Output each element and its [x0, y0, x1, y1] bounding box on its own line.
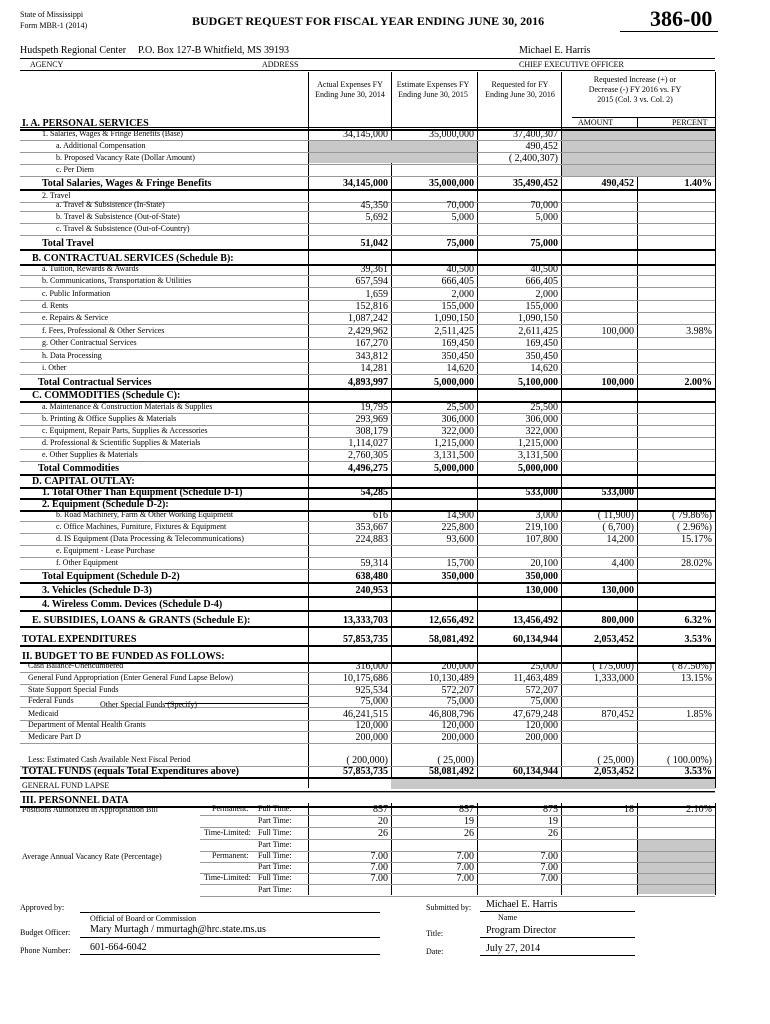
- cell-e: 75,000: [446, 696, 474, 707]
- row-label: GENERAL FUND LAPSE: [22, 781, 110, 790]
- budget-officer-label: Budget Officer:: [20, 928, 71, 937]
- cell-r: 25,000: [530, 661, 558, 672]
- cell-e: 169,450: [441, 338, 474, 349]
- cell-r: 5,000,000: [518, 463, 558, 474]
- row-label: i. Other: [42, 363, 67, 372]
- cell-r: 490,452: [525, 141, 558, 152]
- col-percent-header: PERCENT: [672, 118, 708, 127]
- cell-amt: ( 11,900): [597, 510, 634, 521]
- shaded-area: [638, 840, 715, 894]
- cell-amt: 100,000: [601, 326, 634, 337]
- cell-e: 2,000: [451, 289, 474, 300]
- cell-r: 130,000: [525, 585, 558, 596]
- cell-r: ( 2,400,307): [508, 153, 558, 164]
- official-label: Official of Board or Commission: [90, 914, 197, 923]
- row-divider: [20, 645, 715, 647]
- cell-r: 107,800: [525, 534, 558, 545]
- ceo-name: Michael E. Harris: [519, 45, 591, 56]
- cell-r: 75,000: [530, 696, 558, 707]
- cell-e: 2,511,425: [434, 326, 474, 337]
- agency-label: AGENCY: [30, 60, 64, 69]
- row-label: 4. Wireless Comm. Devices (Schedule D-4): [42, 599, 223, 610]
- personnel-cell-r: 875: [543, 804, 558, 815]
- personnel-type-label: Permanent:: [212, 851, 249, 860]
- ceo-label: CHIEF EXECUTIVE OFFICER: [519, 60, 624, 69]
- row-divider: [20, 189, 715, 191]
- cell-a: 57,853,735: [343, 766, 388, 777]
- personnel-time-label: Part Time:: [258, 862, 292, 871]
- row-label: E. SUBSIDIES, LOANS & GRANTS (Schedule E):: [32, 615, 251, 626]
- cell-amt: ( 25,000): [597, 755, 634, 766]
- row-label: State Support Special Funds: [28, 685, 119, 694]
- row-label: 2. Equipment (Schedule D-2):: [42, 499, 169, 510]
- cell-a: 39,361: [360, 264, 388, 275]
- cell-e: 35,000,000: [429, 178, 474, 189]
- row-label: c. Public Information: [42, 289, 111, 298]
- row-label: General Fund Appropriation (Enter General Fund Lapse Below): [28, 673, 234, 682]
- cell-e: 1,215,000: [434, 438, 474, 449]
- cell-a: 4,893,997: [348, 377, 388, 388]
- personnel-type-label: Time-Limited:: [204, 873, 251, 882]
- cell-amt: 870,452: [601, 709, 634, 720]
- cell-a: 925,534: [355, 685, 388, 696]
- row-label: Total Travel: [42, 238, 94, 249]
- row-label: TOTAL EXPENDITURES: [22, 634, 137, 645]
- cell-amt: 800,000: [601, 615, 634, 626]
- cell-a: 45,350: [360, 200, 388, 211]
- row-label: a. Tuition, Rewards & Awards: [42, 264, 139, 273]
- row-divider: [20, 596, 715, 598]
- cell-r: 2,611,425: [518, 326, 558, 337]
- cell-r: 169,450: [525, 338, 558, 349]
- agency-address: P.O. Box 127-B Whitfield, MS 39193: [138, 45, 289, 56]
- agency-name: Hudspeth Regional Center: [20, 45, 127, 56]
- cell-amt: 2,053,452: [594, 766, 634, 777]
- cell-e: 58,081,492: [429, 766, 474, 777]
- cell-a: 13,333,703: [343, 615, 388, 626]
- row-label: f. Fees, Professional & Other Services: [42, 326, 165, 335]
- cell-a: ( 200,000): [346, 755, 388, 766]
- cell-e: 322,000: [441, 426, 474, 437]
- row-label: g. Other Contractual Services: [42, 338, 137, 347]
- cell-amt: 533,000: [601, 487, 634, 498]
- cell-r: 70,000: [530, 200, 558, 211]
- cell-a: 57,853,735: [343, 634, 388, 645]
- personnel-type-label: Permanent:: [212, 804, 249, 813]
- cell-amt: ( 175,000): [592, 661, 634, 672]
- date-label: Date:: [426, 947, 444, 956]
- cell-a: 2,760,305: [348, 450, 388, 461]
- cell-a: 240,953: [355, 585, 388, 596]
- row-label: a. Additional Compensation: [56, 141, 146, 150]
- cell-e: 572,207: [441, 685, 474, 696]
- personnel-cell-r: 7.00: [540, 862, 558, 873]
- cell-e: 350,450: [441, 351, 474, 362]
- cell-a: 14,281: [360, 363, 388, 374]
- row-divider: [20, 743, 715, 744]
- row-label: d. Professional & Scientific Supplies & Materials: [42, 438, 201, 447]
- submitted-by-value: Michael E. Harris: [486, 899, 558, 910]
- personnel-cell-a: 857: [373, 804, 388, 815]
- personnel-time-label: Full Time:: [258, 828, 292, 837]
- page-title: BUDGET REQUEST FOR FISCAL YEAR ENDING JUNE 30, 2016: [192, 14, 545, 28]
- personnel-cell-e: 26: [464, 828, 474, 839]
- row-label: c. Equipment, Repair Parts, Supplies & Accessories: [42, 426, 208, 435]
- cell-amt: 130,000: [601, 585, 634, 596]
- cell-a: 152,816: [355, 301, 388, 312]
- address-label: ADDRESS: [262, 60, 299, 69]
- row-label: D. CAPITAL OUTLAY:: [32, 476, 135, 487]
- personnel-time-label: Part Time:: [258, 840, 292, 849]
- row-label: f. Other Equipment: [56, 558, 118, 567]
- row-label: b. Communications, Transportation & Utilities: [42, 276, 192, 285]
- personnel-time-label: Full Time:: [258, 873, 292, 882]
- row-label: c. Office Machines, Furniture, Fixtures & Equipment: [56, 522, 227, 531]
- row-label: 2. Travel: [42, 191, 71, 200]
- shaded-area: [391, 779, 715, 789]
- cell-amt: 1,333,000: [594, 673, 634, 684]
- row-divider: [20, 374, 715, 375]
- cell-a: 120,000: [355, 720, 388, 731]
- cell-e: 25,500: [446, 402, 474, 413]
- form-label: Form MBR-1 (2014): [20, 21, 88, 30]
- cell-r: 322,000: [525, 426, 558, 437]
- cell-e: 46,808,796: [429, 709, 474, 720]
- personnel-cell-r: 7.00: [540, 873, 558, 884]
- cell-e: 35,000,000: [429, 129, 474, 140]
- row-label: b. Road Machinery, Farm & Other Working Equipment: [56, 510, 234, 519]
- cell-r: 5,000: [535, 212, 558, 223]
- date-value: July 27, 2014: [486, 943, 541, 954]
- cell-a: 51,042: [360, 238, 388, 249]
- cell-a: 34,145,000: [343, 178, 388, 189]
- row-divider: [200, 896, 715, 897]
- cell-e: 1,090,150: [434, 313, 474, 324]
- cell-a: 75,000: [360, 696, 388, 707]
- cell-e: 93,600: [446, 534, 474, 545]
- cell-pct: ( 2.96%): [677, 522, 712, 533]
- cell-amt: 490,452: [601, 178, 634, 189]
- personnel-cell-r: 7.00: [540, 851, 558, 862]
- row-label: e. Equipment - Lease Purchase: [56, 546, 155, 555]
- row-label: b. Travel & Subsistence (Out-of-State): [56, 212, 180, 221]
- cell-a: 638,480: [355, 571, 388, 582]
- cell-pct: 1.40%: [684, 178, 712, 189]
- cell-r: 572,207: [525, 685, 558, 696]
- col-requested-header: Requested for FY Ending June 30, 2016: [485, 80, 555, 99]
- personnel-cell-amt: 18: [624, 804, 634, 815]
- cell-pct: 15.17%: [681, 534, 712, 545]
- cell-r: 350,450: [525, 351, 558, 362]
- form-number: 386-00: [650, 6, 713, 31]
- row-label: a. Maintenance & Construction Materials & Supplies: [42, 402, 213, 411]
- row-label: TOTAL FUNDS (equals Total Expenditures above): [22, 766, 239, 777]
- cell-r: 5,100,000: [518, 377, 558, 388]
- cell-a: 1,114,027: [348, 438, 388, 449]
- cell-a: 657,594: [355, 276, 388, 287]
- row-label: Total Contractual Services: [38, 377, 152, 388]
- cell-r: 350,000: [525, 571, 558, 582]
- row-divider: [20, 610, 715, 612]
- row-label: Cash Balance-Unencumbered: [28, 661, 124, 670]
- personnel-cell-e: 7.00: [456, 862, 474, 873]
- phone-label: Phone Number:: [20, 946, 71, 955]
- cell-r: 666,405: [525, 276, 558, 287]
- positions-label: Positions Authorized in Appropriation Bill: [22, 805, 158, 814]
- personnel-cell-a: 7.00: [370, 873, 388, 884]
- approved-by-label: Approved by:: [20, 903, 65, 912]
- cell-r: 20,100: [530, 558, 558, 569]
- cell-e: 5,000,000: [434, 377, 474, 388]
- cell-r: 120,000: [525, 720, 558, 731]
- row-label: c. Per Diem: [56, 165, 94, 174]
- row-label: Total Equipment (Schedule D-2): [42, 571, 180, 582]
- cell-a: 224,883: [355, 534, 388, 545]
- cell-e: 3,131,500: [434, 450, 474, 461]
- cell-a: 316,000: [355, 661, 388, 672]
- cell-pct: 3.53%: [684, 634, 712, 645]
- personnel-cell-a: 7.00: [370, 862, 388, 873]
- cell-r: 25,500: [530, 402, 558, 413]
- personnel-cell-a: 7.00: [370, 851, 388, 862]
- cell-pct: 3.98%: [686, 326, 712, 337]
- row-label: h. Data Processing: [42, 351, 102, 360]
- cell-pct: ( 100.00%): [667, 755, 712, 766]
- row-divider: [20, 176, 715, 177]
- row-label: II. BUDGET TO BE FUNDED AS FOLLOWS:: [22, 651, 225, 662]
- row-label: Less: Estimated Cash Available Next Fiscal Period: [28, 755, 191, 764]
- personnel-cell-r: 26: [548, 828, 558, 839]
- cell-a: 616: [373, 510, 388, 521]
- cell-a: 5,692: [365, 212, 388, 223]
- cell-r: 1,090,150: [518, 313, 558, 324]
- row-label: Medicaid: [28, 709, 59, 718]
- col-change-header: Requested Increase (+) or Decrease (-) FY 2016 vs. FY 2015 (Col. 3 vs. Col. 2): [588, 75, 682, 104]
- personnel-cell-e: 19: [464, 816, 474, 827]
- row-divider: [20, 626, 715, 628]
- cell-e: 10,130,489: [429, 673, 474, 684]
- cell-r: 37,400,307: [513, 129, 558, 140]
- row-label: Medicare Part D: [28, 732, 81, 741]
- cell-a: 293,969: [355, 414, 388, 425]
- row-divider: [20, 792, 715, 793]
- col-actual-header: Actual Expenses FY Ending June 30, 2014: [315, 80, 385, 99]
- row-label: C. COMMODITIES (Schedule C):: [32, 390, 181, 401]
- cell-a: 34,145,000: [343, 129, 388, 140]
- submitted-by-label: Submitted by:: [426, 903, 472, 912]
- cell-e: 350,000: [441, 571, 474, 582]
- cell-a: 4,496,275: [348, 463, 388, 474]
- cell-e: 155,000: [441, 301, 474, 312]
- personnel-type-label: Time-Limited:: [204, 828, 251, 837]
- cell-e: 12,656,492: [429, 615, 474, 626]
- row-label: d. IS Equipment (Data Processing & Telecommunications): [56, 534, 244, 543]
- row-divider: [20, 461, 715, 462]
- cell-e: 306,000: [441, 414, 474, 425]
- row-label: e. Other Supplies & Materials: [42, 450, 138, 459]
- other-special-funds-label: Other Special Funds (Specify): [100, 700, 198, 709]
- row-label: b. Printing & Office Supplies & Materials: [42, 414, 177, 423]
- cell-e: 200,000: [441, 661, 474, 672]
- cell-e: 666,405: [441, 276, 474, 287]
- cell-e: 5,000,000: [434, 463, 474, 474]
- row-label: 1. Salaries, Wages & Fringe Benefits (Base): [42, 129, 183, 138]
- cell-e: 70,000: [446, 200, 474, 211]
- cell-r: 47,679,248: [513, 709, 558, 720]
- row-label: III. PERSONNEL DATA: [22, 795, 129, 806]
- cell-e: 14,620: [446, 363, 474, 374]
- cell-e: 14,900: [446, 510, 474, 521]
- cell-e: 58,081,492: [429, 634, 474, 645]
- cell-r: 60,134,944: [513, 634, 558, 645]
- cell-r: 35,490,452: [513, 178, 558, 189]
- cell-r: 14,620: [530, 363, 558, 374]
- cell-e: ( 25,000): [437, 755, 474, 766]
- row-label: c. Travel & Subsistence (Out-of-Country): [56, 224, 190, 233]
- cell-amt: 2,053,452: [594, 634, 634, 645]
- cell-r: 219,100: [525, 522, 558, 533]
- col-amount-header: AMOUNT: [578, 118, 614, 127]
- cell-r: 3,000: [535, 510, 558, 521]
- cell-amt: 14,200: [606, 534, 634, 545]
- cell-pct: ( 87.50%): [672, 661, 712, 672]
- cell-a: 1,087,242: [348, 313, 388, 324]
- cell-amt: 4,400: [611, 558, 634, 569]
- cell-amt: 100,000: [601, 377, 634, 388]
- personnel-cell-a: 26: [378, 828, 388, 839]
- cell-pct: 13.15%: [681, 673, 712, 684]
- row-label: Department of Mental Health Grants: [28, 720, 146, 729]
- personnel-time-label: Part Time:: [258, 816, 292, 825]
- title-value: Program Director: [486, 925, 557, 936]
- row-divider: [20, 324, 715, 325]
- cell-pct: 1.85%: [686, 709, 712, 720]
- cell-a: 1,659: [365, 289, 388, 300]
- cell-r: 200,000: [525, 732, 558, 743]
- row-label: Total Commodities: [38, 463, 120, 474]
- personnel-cell-r: 19: [548, 816, 558, 827]
- personnel-time-label: Full Time:: [258, 804, 292, 813]
- personnel-cell-a: 20: [378, 816, 388, 827]
- cell-pct: ( 79.86%): [672, 510, 712, 521]
- cell-r: 3,131,500: [518, 450, 558, 461]
- personnel-time-label: Part Time:: [258, 885, 292, 894]
- row-label: Total Salaries, Wages & Fringe Benefits: [42, 178, 212, 189]
- cell-e: 200,000: [441, 732, 474, 743]
- personnel-time-label: Full Time:: [258, 851, 292, 860]
- row-label: d. Rents: [42, 301, 69, 310]
- cell-a: 353,667: [355, 522, 388, 533]
- row-label: 1. Total Other Than Equipment (Schedule D-1): [42, 487, 243, 498]
- row-label: B. CONTRACTUAL SERVICES (Schedule B):: [32, 253, 234, 264]
- cell-e: 5,000: [451, 212, 474, 223]
- cell-r: 533,000: [525, 487, 558, 498]
- row-label: I. A. PERSONAL SERVICES: [22, 118, 149, 129]
- cell-r: 306,000: [525, 414, 558, 425]
- cell-e: 40,500: [446, 264, 474, 275]
- row-divider: [20, 582, 715, 584]
- row-label: a. Travel & Subsistence (In-State): [56, 200, 165, 209]
- cell-e: 15,700: [446, 558, 474, 569]
- cell-a: 167,270: [355, 338, 388, 349]
- phone-value: 601-664-6042: [90, 942, 147, 953]
- cell-a: 46,241,515: [343, 709, 388, 720]
- cell-e: 120,000: [441, 720, 474, 731]
- row-label: Federal Funds: [28, 696, 74, 705]
- row-divider: [20, 249, 715, 251]
- personnel-cell-e: 7.00: [456, 851, 474, 862]
- col-estimate-header: Estimate Expenses FY Ending June 30, 2015: [396, 80, 470, 99]
- cell-r: 75,000: [530, 238, 558, 249]
- row-label: 3. Vehicles (Schedule D-3): [42, 585, 152, 596]
- title-label: Title:: [426, 929, 444, 938]
- row-divider: [20, 777, 715, 779]
- cell-r: 11,463,489: [513, 673, 558, 684]
- row-divider: [20, 287, 715, 288]
- cell-r: 2,000: [535, 289, 558, 300]
- vacancy-label: Average Annual Vacancy Rate (Percentage): [22, 852, 162, 861]
- row-label: b. Proposed Vacancy Rate (Dollar Amount): [56, 153, 195, 162]
- cell-a: 308,179: [355, 426, 388, 437]
- name-label: Name: [498, 913, 518, 922]
- cell-a: 54,285: [360, 487, 388, 498]
- cell-a: 19,795: [360, 402, 388, 413]
- cell-a: 200,000: [355, 732, 388, 743]
- cell-pct: 2.00%: [684, 377, 712, 388]
- cell-e: 75,000: [446, 238, 474, 249]
- cell-a: 10,175,686: [343, 673, 388, 684]
- cell-r: 155,000: [525, 301, 558, 312]
- row-divider: [20, 235, 715, 236]
- row-divider: [20, 164, 715, 165]
- row-label: e. Repairs & Service: [42, 313, 109, 322]
- cell-pct: 6.32%: [684, 615, 712, 626]
- budget-officer-value: Mary Murtagh / mmurtagh@hrc.state.ms.us: [90, 924, 266, 935]
- cell-pct: 28.02%: [681, 558, 712, 569]
- cell-a: 343,812: [355, 351, 388, 362]
- cell-r: 40,500: [530, 264, 558, 275]
- cell-a: 2,429,962: [348, 326, 388, 337]
- row-divider: [20, 349, 715, 350]
- cell-r: 1,215,000: [518, 438, 558, 449]
- cell-e: 225,800: [441, 522, 474, 533]
- row-divider: [20, 569, 715, 570]
- cell-pct: 3.53%: [684, 766, 712, 777]
- cell-r: 13,456,492: [513, 615, 558, 626]
- personnel-cell-e: 7.00: [456, 873, 474, 884]
- state-label: State of Mississippi: [20, 10, 84, 19]
- personnel-cell-e: 857: [459, 804, 474, 815]
- cell-r: 60,134,944: [513, 766, 558, 777]
- cell-amt: ( 6,700): [602, 522, 634, 533]
- cell-a: 59,314: [360, 558, 388, 569]
- personnel-cell-pct: 2.10%: [686, 804, 712, 815]
